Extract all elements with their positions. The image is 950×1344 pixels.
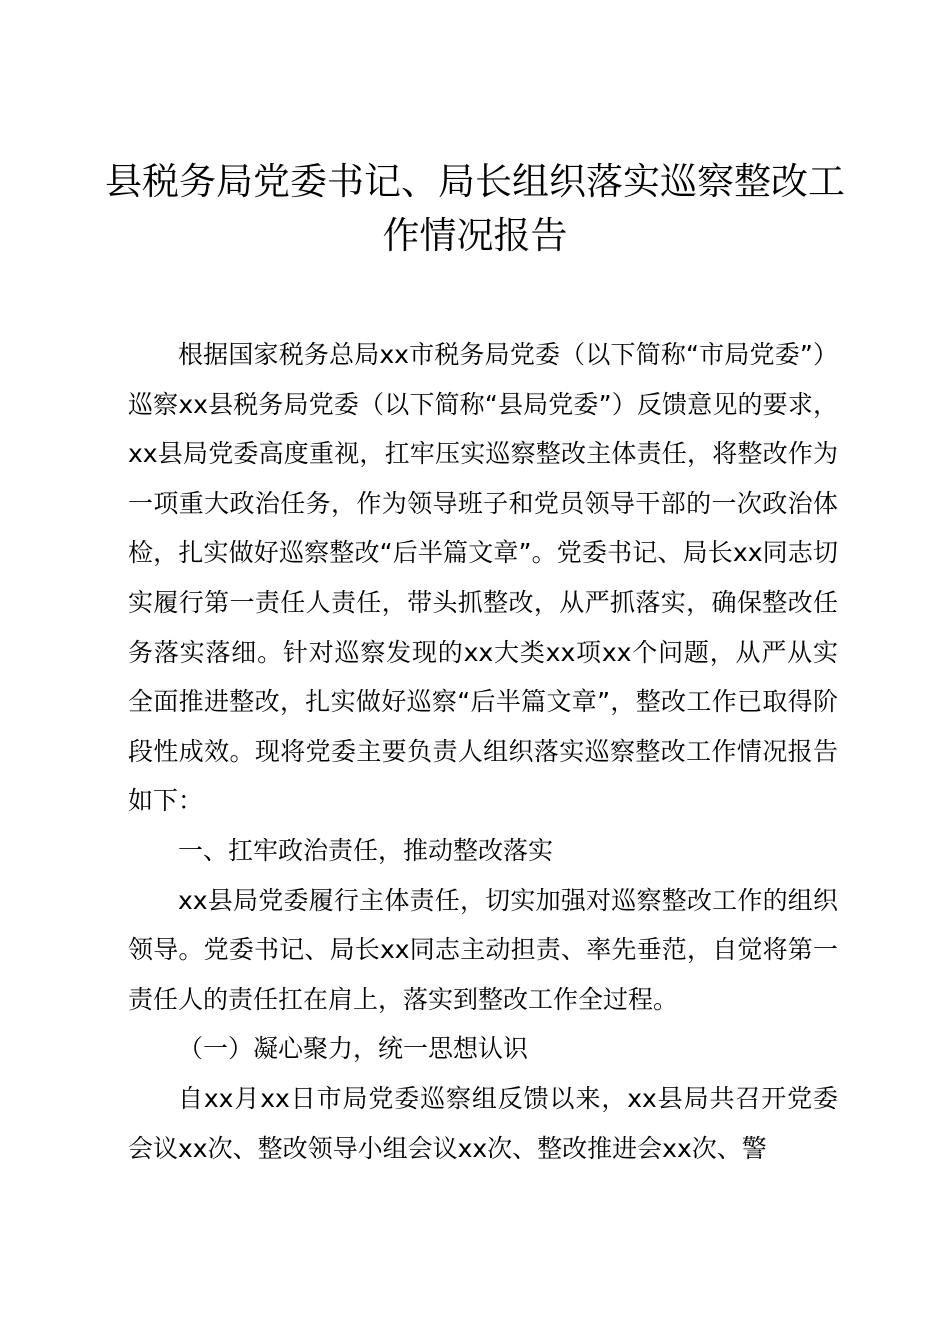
document-body (128, 330, 838, 1173)
subsection-1-paragraph: 自xx月xx日市局党委巡察组反馈以来，xx县局共召开党委会议xx次、整改领导小组会议xx次、整改推进会xx次、警 (128, 1083, 838, 1163)
document-title: 县税务局党委书记、局长组织落实巡察整改工作情况报告 (105, 160, 845, 257)
subsection-heading-1: （一）凝心聚力，统一思想认识 (178, 1034, 529, 1064)
section-heading-1: 一、扛牢政治责任，推动整改落实 (178, 835, 554, 865)
section-1-paragraph: xx县局党委履行主体责任，切实加强对巡察整改工作的组织领导。党委书记、局长xx同志主动担责、率先垂范，自觉将第一责任人的责任扛在肩上，落实到整改工作全过程。 (128, 885, 838, 1014)
intro-paragraph: 根据国家税务总局xx市税务局党委（以下简称“市局党委”）巡察xx县税务局党委（以下简称“县局党委”）反馈意见的要求，xx县局党委高度重视，扛牢压实巡察整改主体责任，将整改作为一项重大政治任务，作为领导班子和党员领导干部的一次政治体检，扎实做好巡察整改“后半篇文章”。党委书记、局长xx同志切实履行第一责任人责任，带头抓整改，从严抓落实，确保整改任务落实落细。针对巡察发现的xx大类xx项xx个问题，从严从实全面推进整改，扎实做好巡察“后半篇文章”，整改工作已取得阶段性成效。现将党委主要负责人组织落实巡察整改工作情况报告如下： (128, 340, 838, 816)
